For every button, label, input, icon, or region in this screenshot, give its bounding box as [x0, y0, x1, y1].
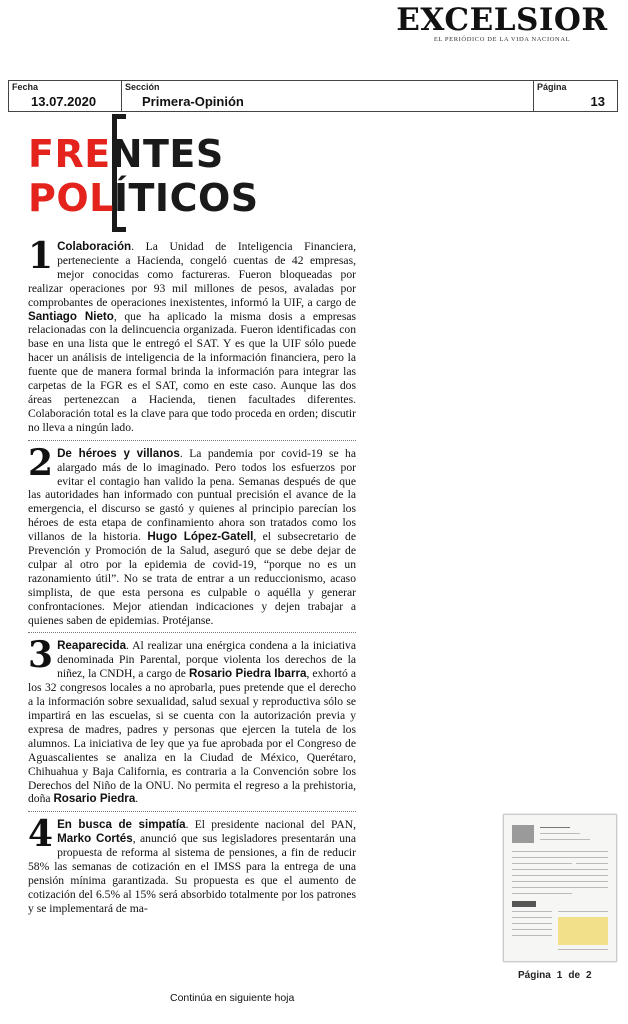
- person-name: Santiago Nieto: [28, 309, 114, 323]
- article-body: [28, 235, 356, 921]
- item-1: 1 Colaboración. La Unidad de Inteligencia Financiera, perteneciente a Hacienda, congeló cuentas de 42 empresas, mejor conocidas como factureras. Fueron bloqueadas por realizar operaciones por 93 mil millones de pesos, avaladas por comprobantes de operaciones inexistentes, informó la UIF, a cargo de Santiago Nieto, que ha aplicado la misma dosis a empresas relacionadas con la delincuencia organizada. Fueron identificadas con base en una lista que le entregó el SAT. Y es que la UIF sólo puede hacer un análisis de inteligencia de la información financiera, pero la fuente que de manera formal brinda la información para integrar las carpetas de la FGR es el SAT, como en este caso. Aunque las dos áreas pertenezcan a Hacienda, tienen facultades diferentes. Colaboración total es la clave para que todo proceda en orden; discutir no lleva a ningún lado.: [28, 235, 356, 434]
- item-heading: Colaboración: [57, 240, 132, 253]
- meta-pagina: [534, 81, 617, 111]
- divider: [28, 632, 356, 634]
- person-name: Marko Cortés: [57, 832, 133, 846]
- thumb-highlight: [558, 917, 608, 945]
- page-thumbnail[interactable]: [503, 814, 617, 962]
- title-line-politicos: POLÍTICOS: [28, 176, 259, 220]
- item-heading: Reaparecida: [57, 639, 127, 653]
- item-2: 2 De héroes y villanos. La pandemia por covid-19 se ha alargado más de lo imaginado. Pero todos los esfuerzos por evitar el contagio han valido la pena. Semanas después de que las autoridades han informado con puntual precisión el avance de la emergencia, el discurso se gastó y quienes al principio parecían los héroes de esta etapa de confinamiento ahora son tratados como los villanos de la historia. Hugo López-Gatell, el subsecretario de Prevención y Promoción de la Salud, aseguró que se debe dejar de culpar al otro por la epidemia de covid-19, “porque no es un razonamiento útil”. No se trata de entrar a un reduccionismo, acaso simplista, de que esta persona es culpable o aquélla y generar confrontaciones. Mejor atiendan indicaciones y dejen trabajar a quienes saben de epidemias. Protéjanse.: [28, 441, 356, 627]
- fecha-value: 13.07.2020: [31, 94, 97, 109]
- item-heading: De héroes y villanos: [57, 446, 180, 460]
- item-number: 2: [28, 441, 54, 484]
- divider: [28, 811, 356, 813]
- column-title: [28, 114, 268, 234]
- thumb-heading: [512, 901, 536, 907]
- item-number: 4: [28, 813, 54, 856]
- person-name: Hugo López-Gatell: [147, 530, 254, 544]
- item-3: 3 Reaparecida. Al realizar una enérgica condena a la iniciativa denominada Pin Parental, porque violenta los derechos de la niñez, la CNDH, a cargo de Rosario Piedra Ibarra, exhortó a los 32 congresos locales a no aprobarla, pues pretende que el derecho a la información sobre sexualidad, salud sexual y reproductiva sólo se impartirá en las escuelas, si se cuenta con la autorización previa y expresa de madres, padres y personas que ejercen la tutela de los alumnos. La iniciativa de ley que ya fue aprobada por el Congreso de Aguascalientes se analiza en la Ciudad de México, Querétaro, Chihuahua y Baja California, es contraria a la Convención sobre los Derechos del Niño de la ONU. No permita el regreso a la prehistoria, doña Rosario Piedra.: [28, 634, 356, 806]
- divider: [28, 440, 356, 442]
- fecha-label: Fecha: [12, 82, 39, 92]
- pagina-label: Página: [537, 82, 567, 92]
- title-line-frentes: FRENTES: [28, 132, 224, 176]
- item-heading: En busca de simpatía: [57, 818, 186, 832]
- meta-fecha: [9, 81, 122, 111]
- masthead: [386, 4, 618, 43]
- person-name: Rosario Piedra Ibarra: [188, 667, 307, 681]
- masthead-logo: EXCELSIOR: [396, 2, 608, 38]
- item-number: 1: [28, 235, 54, 277]
- meta-seccion: [122, 81, 534, 111]
- item-number: 3: [28, 634, 54, 677]
- page-counter: Página 1 de 2: [518, 970, 592, 981]
- masthead-tagline: EL PERIÓDICO DE LA VIDA NACIONAL: [433, 36, 571, 43]
- item-4: 4 En busca de simpatía. El presidente nacional del PAN, Marko Cortés, anunció que sus legisladores presentarán una propuesta de reforma al sistema de pensiones, a fin de reducir 58% las semanas de cotización en el IMSS para la entrega de una pensión mínima garantizada. Su propuesta es que el aumento de cotización del 6.5% al 15% será absorbido totalmente por los patrones y se implementará de ma-: [28, 813, 356, 915]
- clipping-meta-table: [8, 80, 618, 112]
- pagina-value: 13: [590, 94, 605, 109]
- seccion-value: Primera-Opinión: [142, 94, 244, 109]
- person-name: Rosario Piedra: [53, 792, 136, 806]
- thumb-photo: [512, 825, 534, 843]
- continuation-note: Continúa en siguiente hoja: [170, 992, 295, 1004]
- seccion-label: Sección: [125, 82, 160, 92]
